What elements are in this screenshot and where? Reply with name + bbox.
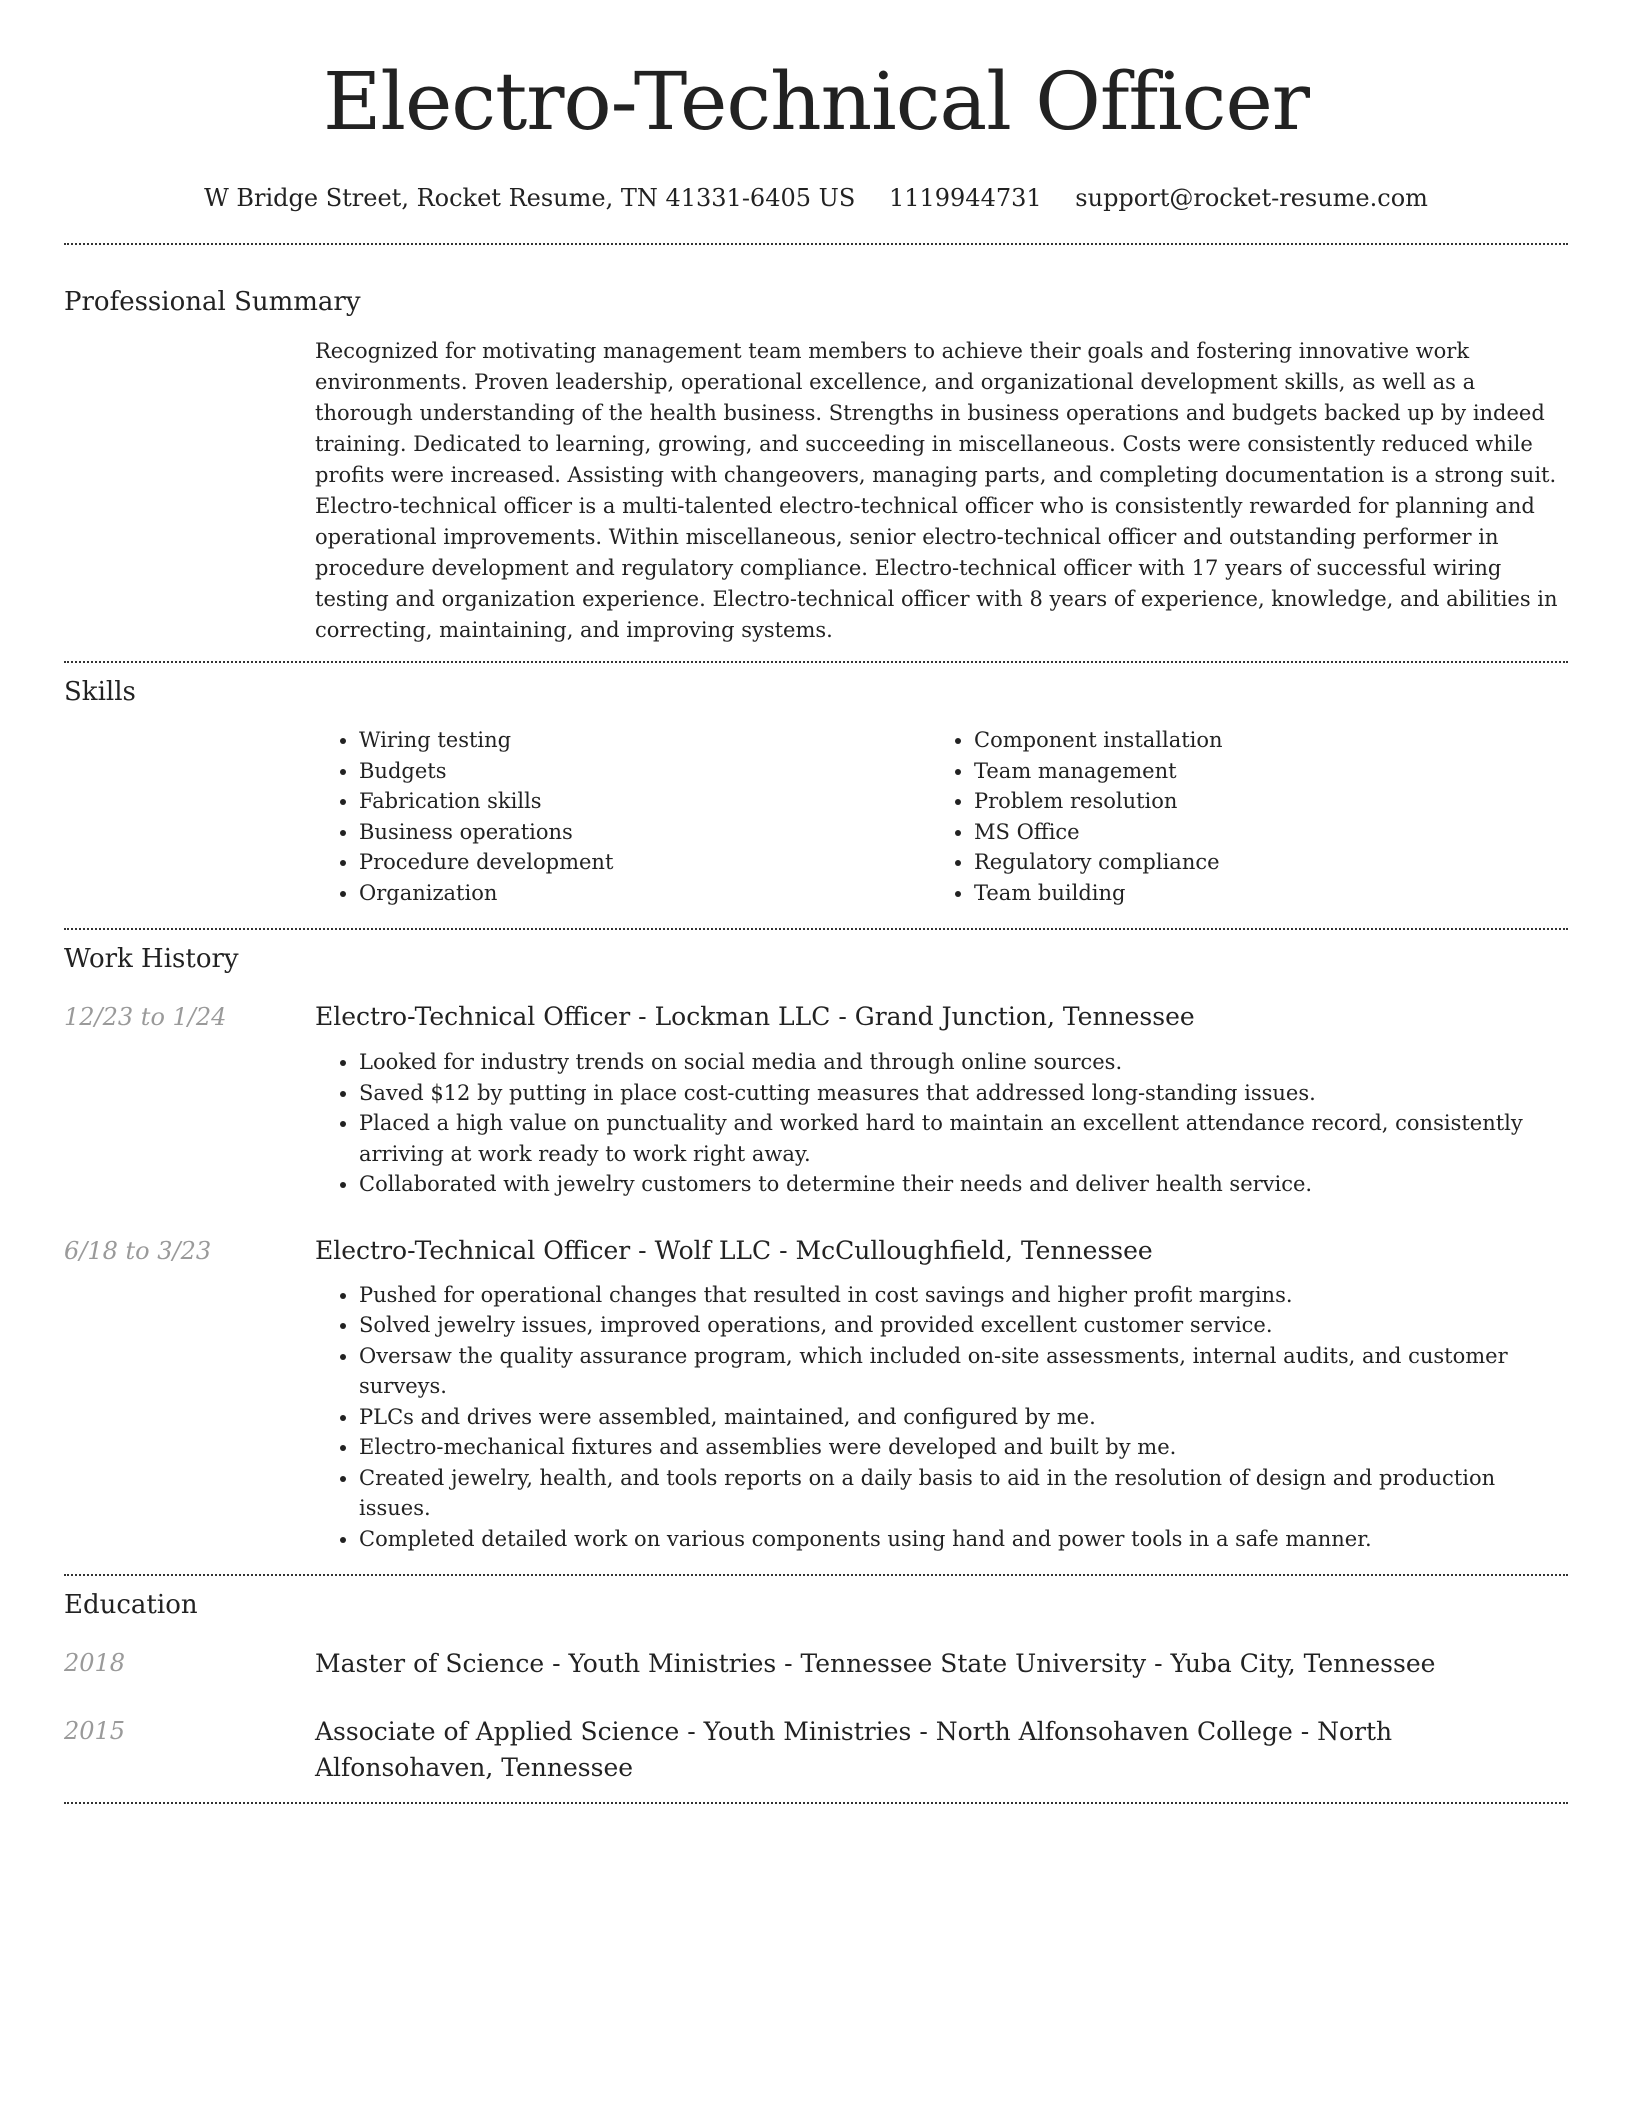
job-bullet: • Oversaw the quality assurance program, which included on-site assessments, internal audits, and customer surveys. bbox=[359, 1341, 1568, 1402]
job-location: McCulloughfield, Tennessee bbox=[795, 1235, 1153, 1265]
separator: - bbox=[771, 1235, 796, 1265]
skill-item: • Team building bbox=[974, 878, 1545, 909]
job-company: Wolf LLC bbox=[654, 1235, 772, 1265]
separator: - bbox=[630, 1235, 655, 1265]
skills-list bbox=[315, 725, 1568, 908]
job-bullet: • Saved $12 by putting in place cost-cutting measures that addressed long-standing issues. bbox=[359, 1078, 1568, 1109]
education-year: 2018 bbox=[64, 1649, 126, 1677]
education-heading: Education bbox=[64, 1590, 198, 1620]
job-bullet: • Pushed for operational changes that resulted in cost savings and higher profit margins. bbox=[359, 1280, 1568, 1311]
education-entry bbox=[64, 1714, 1568, 1786]
contact-address: W Bridge Street, Rocket Resume, TN 41331-6405 US bbox=[204, 184, 856, 212]
job-company: Lockman LLC bbox=[654, 1002, 831, 1031]
skills-column-left bbox=[315, 725, 930, 908]
job-bullet: • Created jewelry, health, and tools reports on a daily basis to aid in the resolution of design and production issues. bbox=[359, 1463, 1568, 1524]
job-bullet: • Solved jewelry issues, improved operations, and provided excellent customer service. bbox=[359, 1310, 1568, 1341]
job-bullets bbox=[315, 1280, 1568, 1555]
contact-email[interactable]: support@rocket-resume.com bbox=[1075, 184, 1428, 212]
education-degree: Master of Science - Youth Ministries - Tennessee State University - Yuba City, Tennessee bbox=[315, 1649, 1436, 1678]
separator: - bbox=[830, 1002, 855, 1031]
job-entry bbox=[64, 1234, 1568, 1555]
resume-page bbox=[64, 0, 1568, 1804]
job-bullet: • PLCs and drives were assembled, maintained, and configured by me. bbox=[359, 1402, 1568, 1433]
summary-text: Recognized for motivating management team members to achieve their goals and fostering innovative work environments. Proven leadership, operational excellence, and organizational development skills, as well as a thorough understanding of the health business. Strengths in business operations and budgets backed up by indeed training. Dedicated to learning, growing, and succeeding in miscellaneous. Costs were consistently reduced while profits were increased. Assisting with changeovers, managing parts, and completing documentation is a strong suit. Electro-technical officer is a multi-talented electro-technical officer who is consistently rewarded for planning and operational improvements. Within miscellaneous, senior electro-technical officer and outstanding performer in procedure development and regulatory compliance. Electro-technical officer with 17 years of successful wiring testing and organization experience. Electro-technical officer with 8 years of experience, knowledge, and abilities in correcting, maintaining, and improving systems. bbox=[315, 339, 1558, 642]
skills-column-right bbox=[930, 725, 1545, 908]
job-bullet: • Collaborated with jewelry customers to determine their needs and deliver health service. bbox=[359, 1169, 1568, 1200]
separator: - bbox=[630, 1002, 655, 1031]
divider bbox=[64, 1574, 1568, 1576]
job-title: Electro-Technical Officer bbox=[315, 1235, 631, 1265]
job-bullet: • Electro-mechanical fixtures and assemblies were developed and built by me. bbox=[359, 1432, 1568, 1463]
job-bullets bbox=[315, 1047, 1568, 1200]
job-bullet: • Looked for industry trends on social media and through online sources. bbox=[359, 1047, 1568, 1078]
skill-item: • Organization bbox=[359, 878, 930, 909]
divider bbox=[64, 928, 1568, 930]
job-entry bbox=[64, 1000, 1568, 1200]
skill-item: • Regulatory compliance bbox=[974, 847, 1545, 878]
contact-phone: 1119944731 bbox=[888, 184, 1042, 212]
contact-line bbox=[64, 182, 1568, 214]
divider bbox=[64, 661, 1568, 663]
skill-item: • Fabrication skills bbox=[359, 786, 930, 817]
skill-item: • Team management bbox=[974, 756, 1545, 787]
job-dates: 6/18 to 3/23 bbox=[64, 1236, 212, 1265]
skill-item: • Budgets bbox=[359, 756, 930, 787]
job-bullet: • Placed a high value on punctuality and worked hard to maintain an excellent attendance record, consistently arriving at work ready to work right away. bbox=[359, 1108, 1568, 1169]
summary-heading: Professional Summary bbox=[64, 287, 361, 317]
job-heading bbox=[315, 1000, 1568, 1034]
job-title: Electro-Technical Officer bbox=[315, 1002, 631, 1031]
skill-item: • Procedure development bbox=[359, 847, 930, 878]
skills-heading: Skills bbox=[64, 677, 136, 707]
job-heading bbox=[315, 1234, 1568, 1268]
skill-item: • Business operations bbox=[359, 817, 930, 848]
job-dates: 12/23 to 1/24 bbox=[64, 1003, 227, 1031]
candidate-name: Electro-Technical Officer bbox=[322, 55, 1310, 148]
work-heading: Work History bbox=[64, 944, 239, 974]
skill-item: • Problem resolution bbox=[974, 786, 1545, 817]
education-degree: Associate of Applied Science - Youth Ministries - North Alfonsohaven College - North Alfonsohaven, Tennessee bbox=[315, 1717, 1393, 1782]
skill-item: • Component installation bbox=[974, 725, 1545, 756]
skill-item: • MS Office bbox=[974, 817, 1545, 848]
education-entry bbox=[64, 1646, 1568, 1682]
divider bbox=[64, 243, 1568, 245]
job-location: Grand Junction, Tennessee bbox=[854, 1002, 1195, 1031]
skill-item: • Wiring testing bbox=[359, 725, 930, 756]
job-bullet: • Completed detailed work on various components using hand and power tools in a safe manner. bbox=[359, 1524, 1568, 1555]
divider bbox=[64, 1802, 1568, 1804]
education-year: 2015 bbox=[64, 1717, 126, 1745]
